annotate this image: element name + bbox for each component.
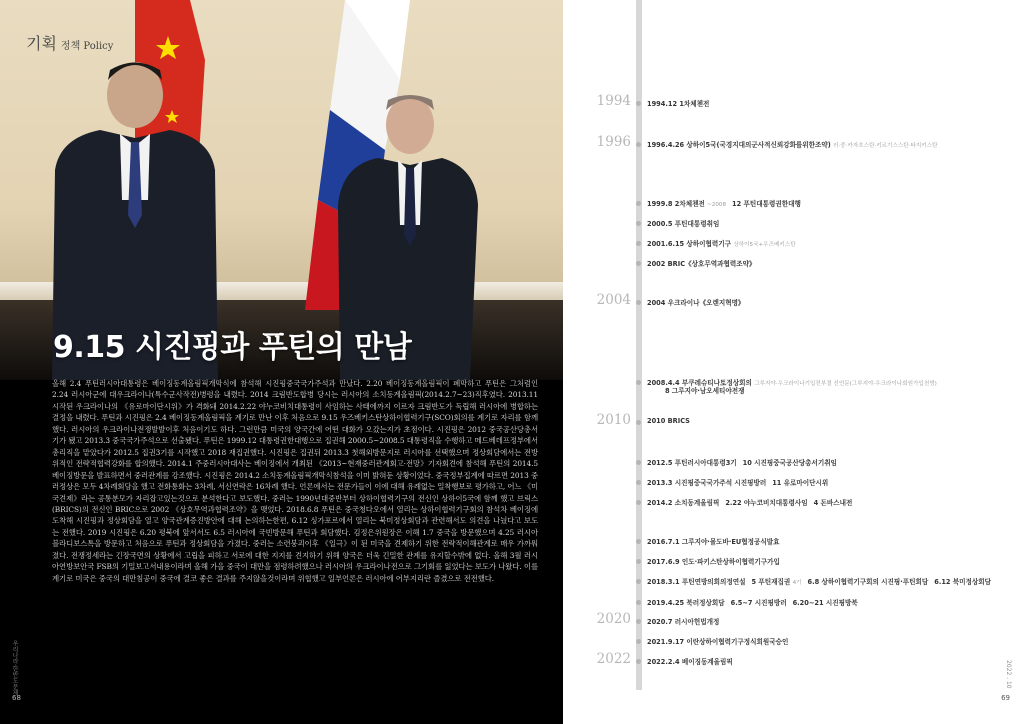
- timeline-entry: [563, 257, 1024, 271]
- timeline-year: 1994: [596, 93, 631, 109]
- timeline-year: 1996: [596, 134, 631, 150]
- right-page: [563, 0, 1024, 724]
- timeline-dot: [636, 539, 641, 544]
- timeline-entry: [563, 412, 1024, 430]
- section-label: [26, 31, 113, 54]
- timeline-dot: [636, 142, 641, 147]
- timeline-entry: [563, 651, 1024, 669]
- timeline-dot: [636, 639, 641, 644]
- timeline-text: 2019.4.25 북러정상회담 6.5~7 시진핑방러 6.20~21 시진핑방북: [647, 599, 858, 607]
- timeline-dot: [636, 241, 641, 246]
- timeline-text: 2014.2 소치동계올림픽 2.22 야누코비치대통령사임 4 돈바스내전: [647, 499, 853, 507]
- timeline-dot: [636, 380, 641, 385]
- timeline-dot: [636, 480, 641, 485]
- timeline-text: 1999.8 2차체첸전 ~2008 12 푸틴대통령권한대행: [647, 200, 801, 208]
- timeline-text-line2: 8 그루지야·남오세티야전쟁: [665, 387, 745, 395]
- timeline-year: 2010: [596, 412, 631, 428]
- timeline-text: 2021.9.17 이란상하이협력기구정식회원국승인: [647, 638, 789, 646]
- timeline-text: 1994.12 1차체첸전: [647, 100, 710, 108]
- timeline-entry: [563, 197, 1024, 211]
- article-body: 올해 2.4 푸틴러시아대통령은 베이징동계올림픽개막식에 참석해 시진핑중국국가주석과 만났다. 2.20 베이징동계올림픽이 폐막하고 푸틴은 그처럼인 2.24 러시아군에 대우크라이나(특수군사작전)병령을 내렸다. 2014 크림반도합병 당시는 러시아의 소치동계올림픽(2014.2.7~23)직후였다. 2013.11 시작된 우크라이나의 《유로마이단시위》가 격화돼 2014.2.22 야누코비치대통령이 사임하는 사태에까지 이르자 크림반도가 독립해 러시아에 병합하는 결정을 내렸다. 푸틴과 시진핑은 2.4 베이징동계올림픽을 계기로 만난 이후 처음으로 9.15 우즈베키스탄상하이협력기구(SCO)회의를 계기로 자리를 함께 했다. 러시아의 우크라이나전쟁발발이후 처음이기도 하다. 그런만큼 미국의 양국간에 어떤 대화가 오갔는지가 초점이다. 시진핑은 2012 중국공산당총서기가 됐고 2013.3 중국국가주석으로 선출됐다. 푸틴은 1999.12 대통령권한대행으로 집권해 2000.5~2008.5 대통령직을 수행하고 메드베데프정부에서 총리직을 맡았다가 2012.5 집권3기를 시작했고 2018 재집권했다. 시진핑은 집권뒤 2013.3 첫해외방문지로 러시아를 선택했으며 정상회담에서는 전방위적인 전략적협력강화를 합의했다. 2014.1 주중러시아대사는 베이징에서 개최된 《2013~현재중러관계회고·전망》기자회견에 참석해 푸틴의 2014.5 베이징방문을 발표하면서 중러관계를 강조했다. 시진핑은 2014.2 소치동계올림픽개막식참석을 이미 밝혀둔 상황이었다. 중국정부집계에 따르면 2013 중러정상은 모두 4차례회담을 했고 전화통화는 3차례, 서신연락은 16차례 했다. 언론에서는 전문가들이 이에 대해 유례없는 밀착행보로 평가하고, 어느 《미국견제》라는 공통분모가 자리잡고있는것으로 분석한다고 보도했다. 중러는 1990년대중반부터 상하이협력기구의 전신인 상하이5국에 함께 했고 브릭스(BRICS)의 전신인 BRIC으로 2002 《상호무역과협력조약》을 맺었다. 2018.6.8 푸틴은 중국청다오에서 열리는 상하이협력기구회의 참석차 베이징에 도착해 시진핑과 정상회담을 열고 양국관계증진방안에 대해 논의하는한편, 6.12 싱가포르에서 열리는 북미정상회담과 관련해서도 의견을 나눴다고 보도는 전했다. 2019 시진핑은 6.20 평북에 앞서서도 6.5 러시아에 국빈방문해 푸틴과 회담했다. 김정은위원장은 이해 1.7 중국을 방문했으며 4.25 러시아 블라디보스톡을 방문하고 처음으로 푸틴과 정상회담을 가졌다. 중러는 소련붕괴이후 《일극》이 된 미국을 견제하기 위한 전략적이해관계로 매우 가까워졌다. 전쟁정세라는 긴장국면의 상황에서 고립을 피하고 서로에 대한 지지를 견지하기 위해 양국은 더욱 긴밀한 관계를 유지할수밖에 없다. 올해 3월 러시아연방보안국 FSB의 기밀보고서내용이라며 올해 가을 중국이 대만을 점령하려했으나 러시아의 우크라이나전으로 그기회를 잃었다는 보도가 나왔다. 이를 계기로 미국은 중국의 대만침공이 중국에 결코 좋은 결과를 주지않을것이라며 위협했고 일부언론은 러시아에 어부지리란 즐겼으로 전전했다.: [52, 379, 539, 583]
- timeline-text: 2010 BRICS: [647, 417, 690, 425]
- timeline-entry: [563, 496, 1024, 510]
- timeline-dot: [636, 201, 641, 206]
- timeline-dot: [636, 420, 641, 425]
- section-subtitle: 정책 Policy: [60, 41, 114, 52]
- timeline-dot: [636, 300, 641, 305]
- right-page-number: 69: [1001, 694, 1010, 702]
- article-headline: 9.15 시진핑과 푸틴의 만남: [53, 330, 412, 365]
- timeline-dot: [636, 261, 641, 266]
- timeline-entry: [563, 476, 1024, 490]
- timeline-entry: [563, 535, 1024, 549]
- timeline-entry: [563, 292, 1024, 310]
- timeline-text: 2022.2.4 베이징동계올림픽: [647, 658, 733, 666]
- timeline-text: 2000.5 푸틴대통령취임: [647, 220, 720, 228]
- left-running-title: 우리나라·한반도문제: [11, 640, 18, 696]
- timeline-dot: [636, 460, 641, 465]
- timeline-entry: [563, 635, 1024, 649]
- timeline-text: 2002 BRIC《상호무역과협력조약》: [647, 260, 756, 268]
- timeline-entry: [563, 376, 1024, 395]
- timeline-year: 2020: [596, 611, 631, 627]
- timeline-year: 2004: [596, 292, 631, 308]
- timeline-entry: [563, 93, 1024, 111]
- timeline-dot: [636, 579, 641, 584]
- timeline-text: 2016.7.1 그루지야·몰도바·EU협정공식발효: [647, 538, 780, 546]
- timeline-entry: [563, 555, 1024, 569]
- timeline-text: 2018.3.1 푸틴연방의회의정연설 5 푸틴재집권 4기 6.8 상하이협력기구회의 시진핑·푸틴회담 6.12 북미정상회담: [647, 578, 992, 586]
- timeline-text: 2020.7 러시아헌법개정: [647, 618, 720, 626]
- timeline-dot: [636, 659, 641, 664]
- timeline-text: 2008.4.4 부쿠레슈티나토정상회의 그루지야·우크라이나기입전부결 선언문(그루지야·우크라이나회원가입천명): [647, 379, 937, 387]
- section-title: 기획: [26, 34, 57, 53]
- timeline-dot: [636, 101, 641, 106]
- timeline-dot: [636, 221, 641, 226]
- timeline-entry: [563, 217, 1024, 231]
- left-page-number: 68: [12, 694, 21, 702]
- timeline-entry: [563, 456, 1024, 470]
- timeline-dot: [636, 500, 641, 505]
- timeline-text: 2001.6.15 상하이협력기구 상하이5국+우즈베키스탄: [647, 240, 796, 248]
- timeline-entry: [563, 611, 1024, 629]
- timeline-entry: [563, 575, 1024, 589]
- timeline-entry: [563, 237, 1024, 251]
- timeline-entry: [563, 596, 1024, 610]
- timeline-year: 2022: [596, 651, 631, 667]
- timeline-entry: [563, 134, 1024, 152]
- timeline-text: 2017.6.9 인도·파키스탄상하이협력기구가입: [647, 558, 780, 566]
- timeline-text: 2013.3 시진핑중국국가주석 시진핑방러 11 유로마이단시위: [647, 479, 829, 487]
- timeline-text: 1996.4.26 상하이5국(국경지대의군사적신뢰강화를위한조약) 러·중·카자흐스탄·키르기스스탄·타지키스탄: [647, 141, 938, 149]
- timeline-text: 2004 우크라이나《오렌지혁명》: [647, 299, 745, 307]
- timeline-dot: [636, 600, 641, 605]
- timeline-text: 2012.5 푸틴러시아대통령3기 10 시진핑중국공산당총서기취임: [647, 459, 837, 467]
- right-running-title: 2022 . 10: [1005, 660, 1012, 689]
- timeline-dot: [636, 559, 641, 564]
- timeline-dot: [636, 619, 641, 624]
